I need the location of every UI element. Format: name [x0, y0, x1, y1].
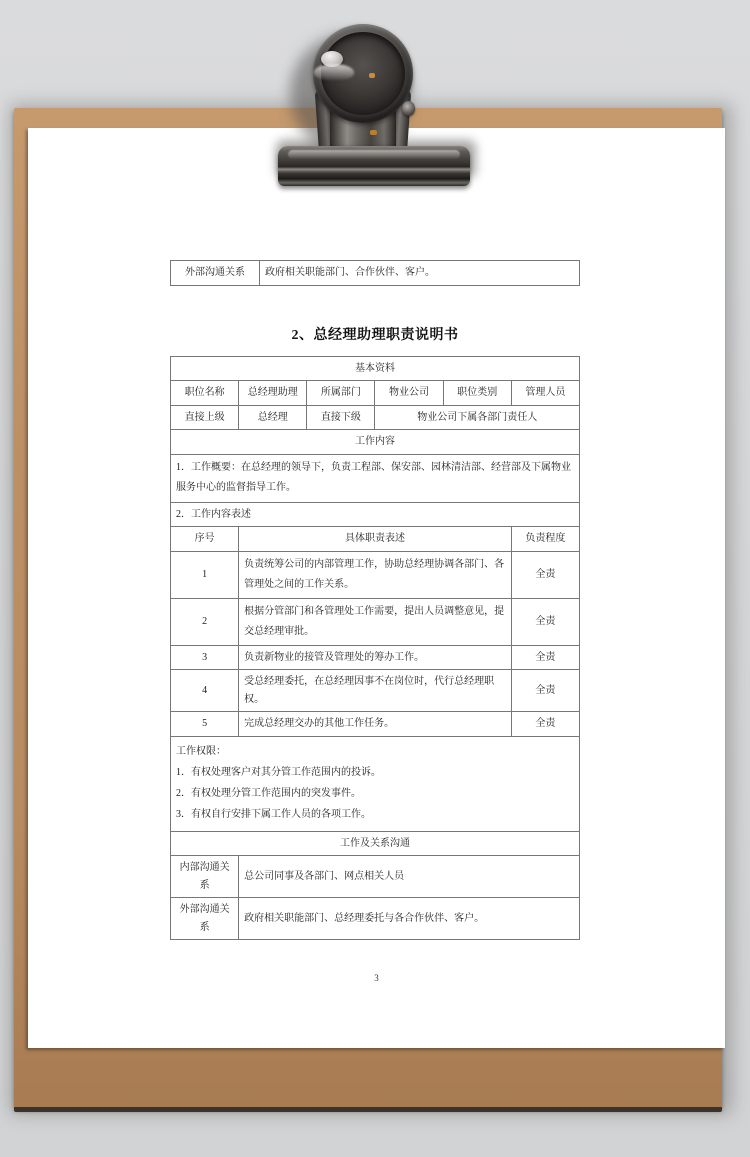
job-description-table: [170, 356, 580, 941]
table-row: [171, 712, 580, 737]
external-comm-label: 外部沟通关系: [171, 261, 260, 286]
clip-highlight: [314, 64, 354, 80]
position-name-value: 总经理助理: [239, 381, 307, 406]
position-type-label: 职位类别: [443, 381, 511, 406]
authority-block: [171, 736, 580, 831]
department-label: 所属部门: [307, 381, 375, 406]
direct-subordinate-label: 直接下级: [307, 405, 375, 430]
duty-level: 全责: [511, 670, 579, 712]
position-name-label: 职位名称: [171, 381, 239, 406]
duties-col-level: 负责程度: [511, 527, 579, 552]
duty-desc: 受总经理委托，在总经理因事不在岗位时，代行总经理职权。: [239, 670, 512, 712]
bulldog-clip: [274, 18, 484, 178]
clip-screw-upper-icon: [369, 73, 375, 78]
table-row-communication-header: [171, 831, 580, 856]
internal-comm-value: 总公司同事及各部门、网点相关人员: [239, 856, 580, 898]
work-list-header: 2．工作内容表述: [171, 502, 580, 527]
table-row: [171, 261, 580, 286]
top-continuation-table: [170, 260, 580, 286]
duty-level: 全责: [511, 551, 579, 598]
direct-subordinate-value: 物业公司下属各部门责任人: [375, 405, 580, 430]
table-row: [171, 551, 580, 598]
duty-level: 全责: [511, 645, 579, 670]
table-row: [171, 898, 580, 940]
work-content-header: 工作内容: [171, 430, 580, 455]
table-row-basic-2: [171, 405, 580, 430]
duty-level: 全责: [511, 712, 579, 737]
duty-desc: 完成总经理交办的其他工作任务。: [239, 712, 512, 737]
communication-header: 工作及关系沟通: [171, 831, 580, 856]
table-row: [171, 856, 580, 898]
table-row-work-header: [171, 430, 580, 455]
authority-item: 2．有权处理分管工作范围内的突发事件。: [176, 787, 361, 799]
page-title: 2、总经理助理职责说明书: [291, 327, 459, 343]
duties-col-no: 序号: [171, 527, 239, 552]
clip-screw-lower-icon: [370, 130, 377, 135]
clip-pressure-bar: [278, 146, 470, 186]
work-summary-text: 1．工作概要：在总经理的领导下，负责工程部、保安部、园林清洁部、经营部及下属物业服务中心的监督指导工作。: [171, 454, 580, 502]
basic-info-header: 基本资料: [171, 356, 580, 381]
duty-level: 全责: [511, 598, 579, 645]
authority-item: 3．有权自行安排下属工作人员的各项工作。: [176, 808, 371, 820]
department-value: 物业公司: [375, 381, 443, 406]
authority-item: 1．有权处理客户对其分管工作范围内的投诉。: [176, 766, 381, 778]
table-row-authority: [171, 736, 580, 831]
document-page: [28, 128, 725, 1048]
duty-no: 5: [171, 712, 239, 737]
external-comm-value: 政府相关职能部门、合作伙伴、客户。: [260, 261, 580, 286]
table-row: [171, 645, 580, 670]
paper-sheet: [28, 128, 725, 1048]
table-row-basic-1: [171, 381, 580, 406]
direct-superior-value: 总经理: [239, 405, 307, 430]
duty-desc: 负责统筹公司的内部管理工作，协助总经理协调各部门、各管理处之间的工作关系。: [239, 551, 512, 598]
duty-no: 3: [171, 645, 239, 670]
authority-header: 工作权限：: [176, 745, 226, 757]
table-row-work-list-header: [171, 502, 580, 527]
table-row-work-summary: [171, 454, 580, 502]
duty-no: 4: [171, 670, 239, 712]
table-row: [171, 598, 580, 645]
duty-no: 2: [171, 598, 239, 645]
direct-superior-label: 直接上级: [171, 405, 239, 430]
external-comm-value-2: 政府相关职能部门、总经理委托与各合作伙伴、客户。: [239, 898, 580, 940]
duties-col-desc: 具体职责表述: [239, 527, 512, 552]
table-row-basic-header: [171, 356, 580, 381]
document-content: [170, 260, 580, 940]
duty-desc: 负责新物业的接管及管理处的筹办工作。: [239, 645, 512, 670]
clip-pivot-icon: [402, 101, 415, 116]
table-row: [171, 670, 580, 712]
internal-comm-label: 内部沟通关系: [171, 856, 239, 898]
external-comm-label-2: 外部沟通关系: [171, 898, 239, 940]
table-row-duties-header: [171, 527, 580, 552]
position-type-value: 管理人员: [511, 381, 579, 406]
page-number: 3: [374, 973, 379, 983]
duty-no: 1: [171, 551, 239, 598]
duty-desc: 根据分管部门和各管理处工作需要，提出人员调整意见，提交总经理审批。: [239, 598, 512, 645]
